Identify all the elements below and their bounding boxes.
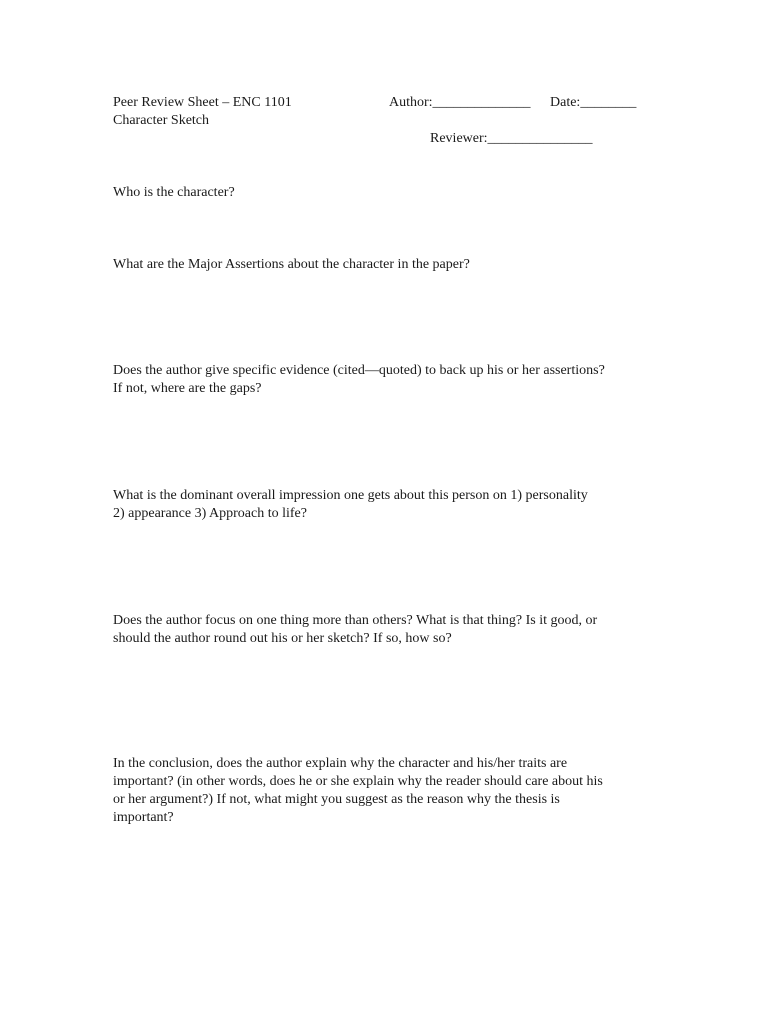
question-character: Who is the character? — [113, 185, 235, 200]
sheet-title: Peer Review Sheet – ENC 1101 — [113, 95, 292, 110]
sheet-subtitle: Character Sketch — [113, 113, 210, 128]
reviewer-field: Reviewer:_______________ — [430, 131, 593, 146]
question-focus: Does the author focus on one thing more than others? What is that thing? Is it good, or should the author round out his or her sketch? If so, how so? — [113, 613, 598, 646]
date-field: Date:________ — [550, 95, 637, 110]
question-major-assertions: What are the Major Assertions about the character in the paper? — [113, 257, 470, 272]
question-evidence: Does the author give specific evidence (cited—quoted) to back up his or her assertions? If not, where are the gaps? — [113, 363, 605, 396]
question-dominant-impression: What is the dominant overall impression one gets about this person on 1) personality 2) appearance 3) Approach to life? — [113, 488, 588, 521]
question-conclusion: In the conclusion, does the author explain why the character and his/her traits are important? (in other words, does he or she explain why the reader should care about his or her argument?) If not, what might you suggest as the reason why the thesis is important? — [113, 756, 603, 825]
author-field: Author:______________ — [389, 95, 531, 110]
